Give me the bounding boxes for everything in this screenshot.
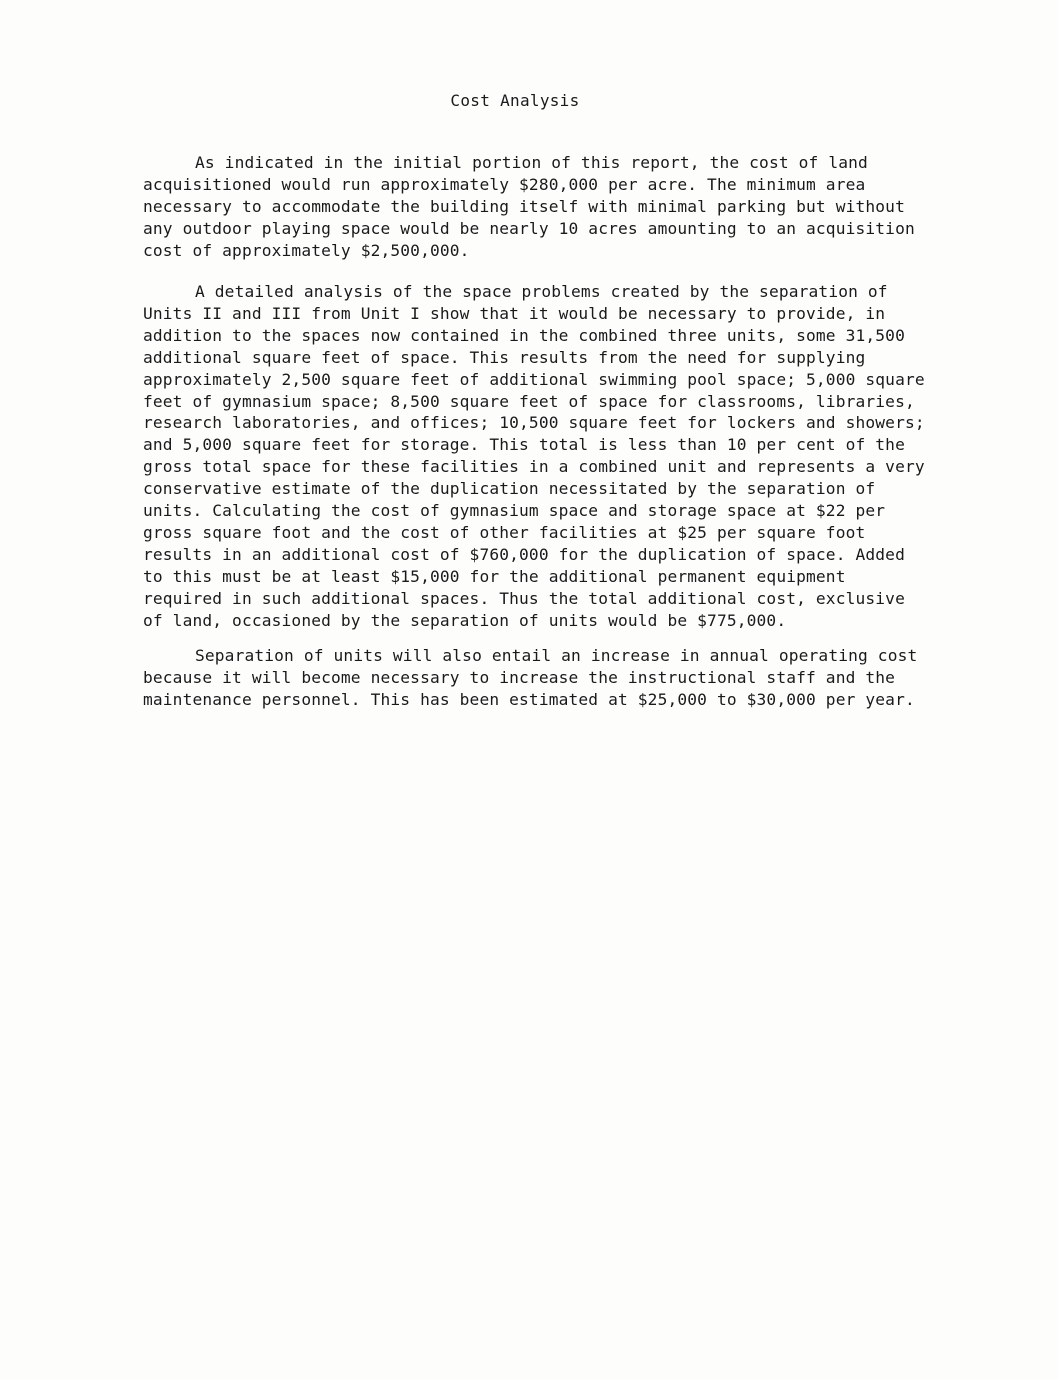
text-line: addition to the spaces now contained in the combined three units, some 31,500: [143, 325, 905, 345]
page-title: Cost Analysis: [450, 91, 580, 110]
text-line: to this must be at least $15,000 for the additional permanent equipment: [143, 566, 846, 586]
text-line: any outdoor playing space would be nearly 10 acres amounting to an acquisition: [143, 218, 915, 238]
text-line: feet of gymnasium space; 8,500 square feet of space for classrooms, libraries,: [143, 391, 915, 411]
text-line: and 5,000 square feet for storage. This total is less than 10 per cent of the: [143, 435, 905, 455]
text-line: required in such additional spaces. Thus the total additional cost, exclusive: [143, 588, 905, 608]
text-line: results in an additional cost of $760,000 for the duplication of space. Added: [143, 544, 905, 564]
text-line: approximately 2,500 square feet of additional swimming pool space; 5,000 square: [143, 369, 925, 389]
paragraph-space-analysis: [143, 281, 993, 632]
text-line: maintenance personnel. This has been estimated at $25,000 to $30,000 per year.: [143, 689, 915, 709]
text-line: As indicated in the initial portion of this report, the cost of land: [195, 153, 868, 172]
text-line: necessary to accommodate the building itself with minimal parking but without: [143, 196, 905, 216]
text-line: cost of approximately $2,500,000.: [143, 240, 470, 260]
text-line: conservative estimate of the duplication necessitated by the separation of: [143, 479, 876, 499]
text-line: units. Calculating the cost of gymnasium space and storage space at $22 per: [143, 501, 886, 521]
text-line: gross total space for these facilities in a combined unit and represents a very: [143, 457, 925, 477]
text-line: because it will become necessary to increase the instructional staff and the: [143, 667, 896, 687]
text-line: additional square feet of space. This results from the need for supplying: [143, 347, 866, 367]
text-line: of land, occasioned by the separation of units would be $775,000.: [143, 610, 787, 630]
text-line: research laboratories, and offices; 10,500 square feet for lockers and showers;: [143, 413, 925, 433]
text-line: Units II and III from Unit I show that it would be necessary to provide, in: [143, 303, 886, 323]
text-line: acquisitioned would run approximately $280,000 per acre. The minimum area: [143, 174, 866, 194]
text-line: A detailed analysis of the space problems created by the separation of: [195, 282, 888, 301]
paragraph-land-cost: [143, 152, 993, 262]
paragraph-operating-cost: [143, 645, 993, 711]
text-line: gross square foot and the cost of other facilities at $25 per square foot: [143, 522, 866, 542]
text-line: Separation of units will also entail an increase in annual operating cost: [195, 646, 918, 665]
